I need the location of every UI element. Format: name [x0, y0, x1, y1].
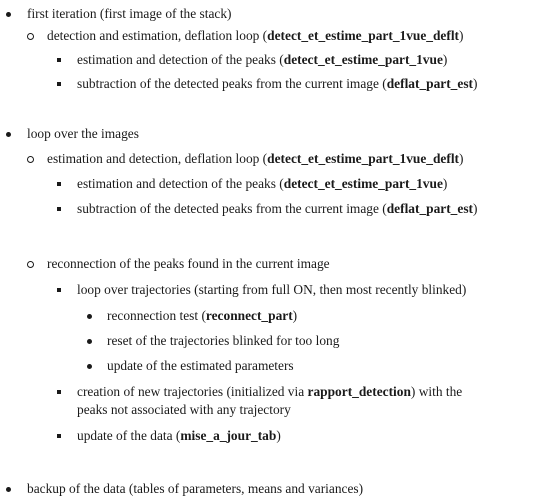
item-text: loop over trajectories (starting from full ON, then most recently blinked) — [77, 282, 467, 297]
bullet-disc-icon — [6, 481, 16, 497]
item-text: estimation and detection, deflation loop ( — [47, 151, 268, 166]
list-item — [77, 428, 281, 444]
list-item — [107, 333, 339, 349]
list-item — [47, 151, 464, 167]
bullet-square-icon — [57, 428, 67, 444]
list-item — [77, 76, 477, 92]
function-name: reconnect_part — [205, 308, 293, 323]
list-item — [47, 28, 464, 44]
list-item — [77, 201, 477, 217]
item-text: estimation and detection of the peaks ( — [77, 52, 284, 67]
bullet-disc-icon — [6, 6, 16, 22]
function-name: detect_et_estime_part_1vue — [283, 176, 443, 191]
bullet-square-icon — [57, 176, 67, 192]
function-name: detect_et_estime_part_1vue — [283, 52, 443, 67]
function-name: deflat_part_est — [386, 201, 473, 216]
item-tail: ) — [292, 308, 298, 323]
bullet-square-icon — [57, 76, 67, 92]
list-item — [107, 358, 294, 374]
bullet-circle-icon — [27, 151, 37, 167]
item-text: creation of new trajectories (initialized via — [77, 384, 308, 399]
item-tail: ) — [459, 151, 464, 166]
item-text: subtraction of the detected peaks from the current image ( — [77, 76, 387, 91]
list-item — [47, 256, 330, 272]
bullet-disc-icon — [6, 126, 16, 142]
function-name: mise_a_jour_tab — [180, 428, 277, 443]
item-text: estimation and detection of the peaks ( — [77, 176, 284, 191]
list-item — [107, 308, 297, 324]
list-item — [77, 176, 447, 192]
item-text: loop over the images — [27, 126, 139, 141]
item-text: backup of the data (tables of parameters, means and variances) — [27, 481, 364, 496]
list-item-continuation — [77, 402, 291, 418]
item-text: reset of the trajectories blinked for too long — [107, 333, 340, 348]
list-item — [27, 481, 363, 497]
item-text: first iteration (first image of the stack) — [27, 6, 232, 21]
item-tail: ) — [276, 428, 281, 443]
list-item — [77, 384, 462, 400]
bullet-disc-icon — [87, 333, 97, 349]
item-tail: ) — [442, 176, 448, 191]
function-name: detect_et_estime_part_1vue_deflt — [267, 151, 460, 166]
bullet-square-icon — [57, 201, 67, 217]
item-text: update of the data ( — [77, 428, 181, 443]
bullet-square-icon — [57, 282, 67, 298]
item-text: peaks not associated with any trajectory — [77, 402, 291, 417]
item-tail: ) — [442, 52, 448, 67]
item-tail: ) — [473, 201, 478, 216]
list-item — [77, 52, 447, 68]
item-tail: ) with the — [410, 384, 463, 399]
bullet-square-icon — [57, 52, 67, 68]
list-item — [27, 126, 139, 142]
function-name: detect_et_estime_part_1vue_deflt — [267, 28, 460, 43]
list-item — [27, 6, 232, 22]
function-name: deflat_part_est — [386, 76, 473, 91]
item-text: update of the estimated parameters — [107, 358, 294, 373]
item-text: reconnection of the peaks found in the current image — [47, 256, 330, 271]
item-text: detection and estimation, deflation loop ( — [47, 28, 268, 43]
bullet-circle-icon — [27, 256, 37, 272]
item-tail: ) — [473, 76, 478, 91]
bullet-disc-icon — [87, 308, 97, 324]
bullet-circle-icon — [27, 28, 37, 44]
bullet-disc-icon — [87, 358, 97, 374]
bullet-square-icon — [57, 384, 67, 400]
item-tail: ) — [459, 28, 464, 43]
function-name: rapport_detection — [307, 384, 411, 399]
list-item — [77, 282, 466, 298]
item-text: subtraction of the detected peaks from the current image ( — [77, 201, 387, 216]
item-text: reconnection test ( — [107, 308, 206, 323]
